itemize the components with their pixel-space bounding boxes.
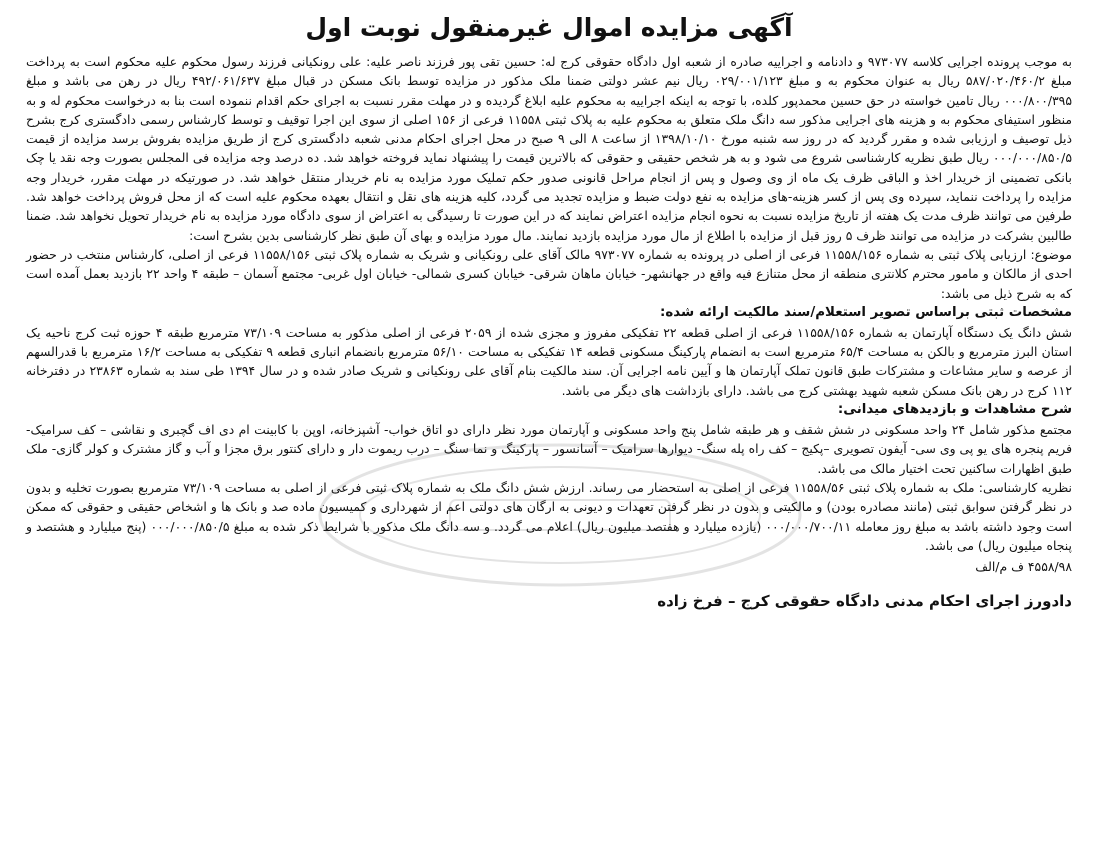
intro-paragraph: به موجب پرونده اجرایی کلاسه ۹۷۳۰۷۷ و دادنامه و اجراییه صادره از شعبه اول دادگاه حقوقی کرج له: حسین تقی پور فرزند ناصر علیه: علی رونکیانی فرزند رسول محکوم علیه محکوم است به پرداخت مبلغ ۵۸۷/۰۲۰/۴۶۰/۲ ریال به عنوان محکوم به و مبلغ ۰۲۹/۰۰۱/۱۲۳ ریال نیم عشر دولتی ضمنا ملک مذکور در مزایده توسط بانک مسکن در قبال مبلغ ۴۹۲/۰۶۱/۶۳۷ ریال در رهن می باشد و مبلغ ۰۰۰/۸۰۰/۳۹۵ ریال تامین خواسته در حق حسین محمدپور کلده، با توجه به اینکه اجراییه به محکوم علیه ابلاغ گردیده و در مهلت مقرر نسبت به اجرای حکم اقدام ننموده است بنا به درخواست محکوم له و به منظور استیفای محکوم به و هزینه های اجرایی مذکور سه دانگ ملک متعلق به محکوم علیه به پلاک ثبتی ۱۱۵۵۸ فرعی از ۱۵۶ اصلی از سوی این اجرا توقیف و توسط کارشناس رسمی دادگستری کرج بشرح ذیل توصیف و ارزیابی شده و مقرر گردید که در روز سه شنبه مورخ ۱۳۹۸/۱۰/۱۰ از ساعت ۸ الی ۹ صبح در محل اجرای احکام مدنی شعبه دادگستری کرج از طریق مزایده بفروش برسد مزایده از قیمت ۰۰۰/۰۰۰/۸۵۰/۵ ریال طبق نظریه کارشناسی شروع می شود و به هر شخص حقیقی و حقوقی که بالاترین قیمت را پیشنهاد نماید فروخته خواهد شد. ده درصد وجه مزایده فی المجلس بصورت وجه نقد یا چک بانکی تضمینی از خریدار اخذ و الباقی ظرف یک ماه از وی وصول و پس از انجام مراحل قانونی صدور حکم تملیک مورد مزایده به نام خریدار منتقل خواهد شد. در صورتیکه در مهلت مقرر، خریدار وجه مزایده را پرداخت ننماید، سپرده وی پس از کسر هزینه-های مزایده به نفع دولت ضبط و مزایده تجدید می گردد، کلیه هزینه های نقل و انتقال بعهده محکوم علیه است که از محل فروش پرداخت خواهد شد. طرفین می توانند ظرف مدت یک هفته از تاریخ مزایده نسبت به نحوه انجام مزایده اعتراض نمایند که در این صورت تا رسیدگی به اعتراض از سوی دادگاه مورد مزایده به نام خریدار تحویل نخواهد شد. ضمنا طالبین بشرکت در مزایده می توانند ظرف ۵ روز قبل از مزایده با اطلاع از مال مورد مزایده بازدید نمایند. مال مورد مزایده و بهای آن طبق نظر کارشناسی بدین بشرح است: — [26, 54, 1072, 243]
registry-paragraph: شش دانگ یک دستگاه آپارتمان به شماره ۱۱۵۵۸/۱۵۶ فرعی از اصلی قطعه ۲۲ تفکیکی مفروز و مجزی شده از ۲۰۵۹ فرعی از اصلی مذکور به مساحت ۷۳/۱۰۹ مترمربع طبقه ۴ حوزه ثبت کرج ناحیه یک استان البرز مترمربع و بالکن به مساحت ۶۵/۴ مترمربع است به انضمام پارکینگ مسکونی قطعه ۱۴ تفکیکی به مساحت ۵۶/۱۰ مترمربع بانضمام انباری قطعه ۹ تفکیکی به مساحت ۱۶/۲ مترمربع با قدرالسهم از عرصه و سایر مشاعات و مشترکات طبق قانون تملک آپارتمان ها و آیین نامه اجرایی آن. سند مالکیت بنام آقای علی رونکیانی و شریک صادر شده و در سال ۱۳۹۴ طی سند به شماره ۲۳۸۶۳ در دفترخانه ۱۱۲ کرج در رهن بانک مسکن شعبه شهید بهشتی کرج می باشد. دارای بازداشت های دیگر می باشد. — [26, 324, 1073, 398]
reference-number: ۴۵۵۸/۹۸ ف م/الف — [975, 559, 1072, 575]
expert-opinion-paragraph: نظریه کارشناسی: ملک به شماره پلاک ثبتی ۱۱۵۵۸/۵۶ فرعی از اصلی به استحضار می رساند. ارزش شش دانگ ملک به شماره پلاک ثبتی فرعی از اصلی به مساحت ۷۳/۱۰۹ مترمربع بصورت تخلیه و بدون در نظر گرفتن سوابق ثبتی (مانند مصادره بودن) و مالکیتی و بدون در نظر گرفتن تعهدات و دیونی به ارگان های دولتی اعم از شهرداری و کمیسیون ماده صد و بانک ها و اشخاص حقیقی و حقوقی که ممکن است وجود داشته باشد به مبلغ روز معامله ۰۰۰/۰۰۰/۷۰۰/۱۱ (یازده میلیارد و هفتصد میلیون ریال) اعلام می گردد. و سه دانگ ملک مذکور با شرایط ذکر شده به مبلغ ۰۰۰/۰۰۰/۸۵۰/۵ (پنج میلیارد و هشتصد و پنجاه میلیون ریال) می باشد. — [26, 479, 1073, 553]
notice-title: آگهی مزایده اموال غیرمنقول نوبت اول — [305, 13, 793, 42]
observations-heading: شرح مشاهدات و بازدیدهای میدانی: — [837, 402, 1072, 418]
observations-paragraph: مجتمع مذکور شامل ۲۴ واحد مسکونی در شش شقف و هر طبقه شامل پنج واحد مسکونی و آپارتمان مورد نظر دارای دو اتاق خواب- آشپزخانه، اوپن با کابینت ام دی اف گچبری و نقاشی – کف سرامیک- فریم پنجره های یو پی وی سی- آیفون تصویری –پکیج – کف راه پله سنگ- دیوارها سرامیک – آسانسور – پارکینگ و نما سنگ – درب ریموت دار و دارای کنتور برق مجزا و آب و گاز مشترک و کولر گازی- ملک طبق اظهارات ساکنین تحت اختیار مالک می باشد. — [26, 422, 1072, 476]
registry-heading: مشخصات ثبتی براساس تصویر استعلام/سند مالکیت ارائه شده: — [660, 304, 1072, 320]
signature-line: دادورز اجرای احکام مدنی دادگاه حقوقی کرج – فرخ زاده — [657, 592, 1072, 611]
subject-paragraph: موضوع: ارزیابی پلاک ثبتی به شماره ۱۱۵۵۸/۱۵۶ فرعی از اصلی در پرونده به شماره ۹۷۳۰۷۷ مالک آقای علی رونکیانی و شریک به شماره پلاک ثبتی ۱۱۵۵۸/۱۵۶ فرعی از اصلی، کارشناس منتخب در حضور احدی از مالکان و مامور محترم کلانتری منطقه از محل متنازع فیه واقع در جهانشهر- خیابان ماهان شرقی- خیابان کسری شمالی- خیابان اول غربی- مجتمع آسمان – طبقه ۴ واحد ۲۲ بازدید بعمل آمده است که به شرح ذیل می باشد: — [26, 246, 1072, 301]
